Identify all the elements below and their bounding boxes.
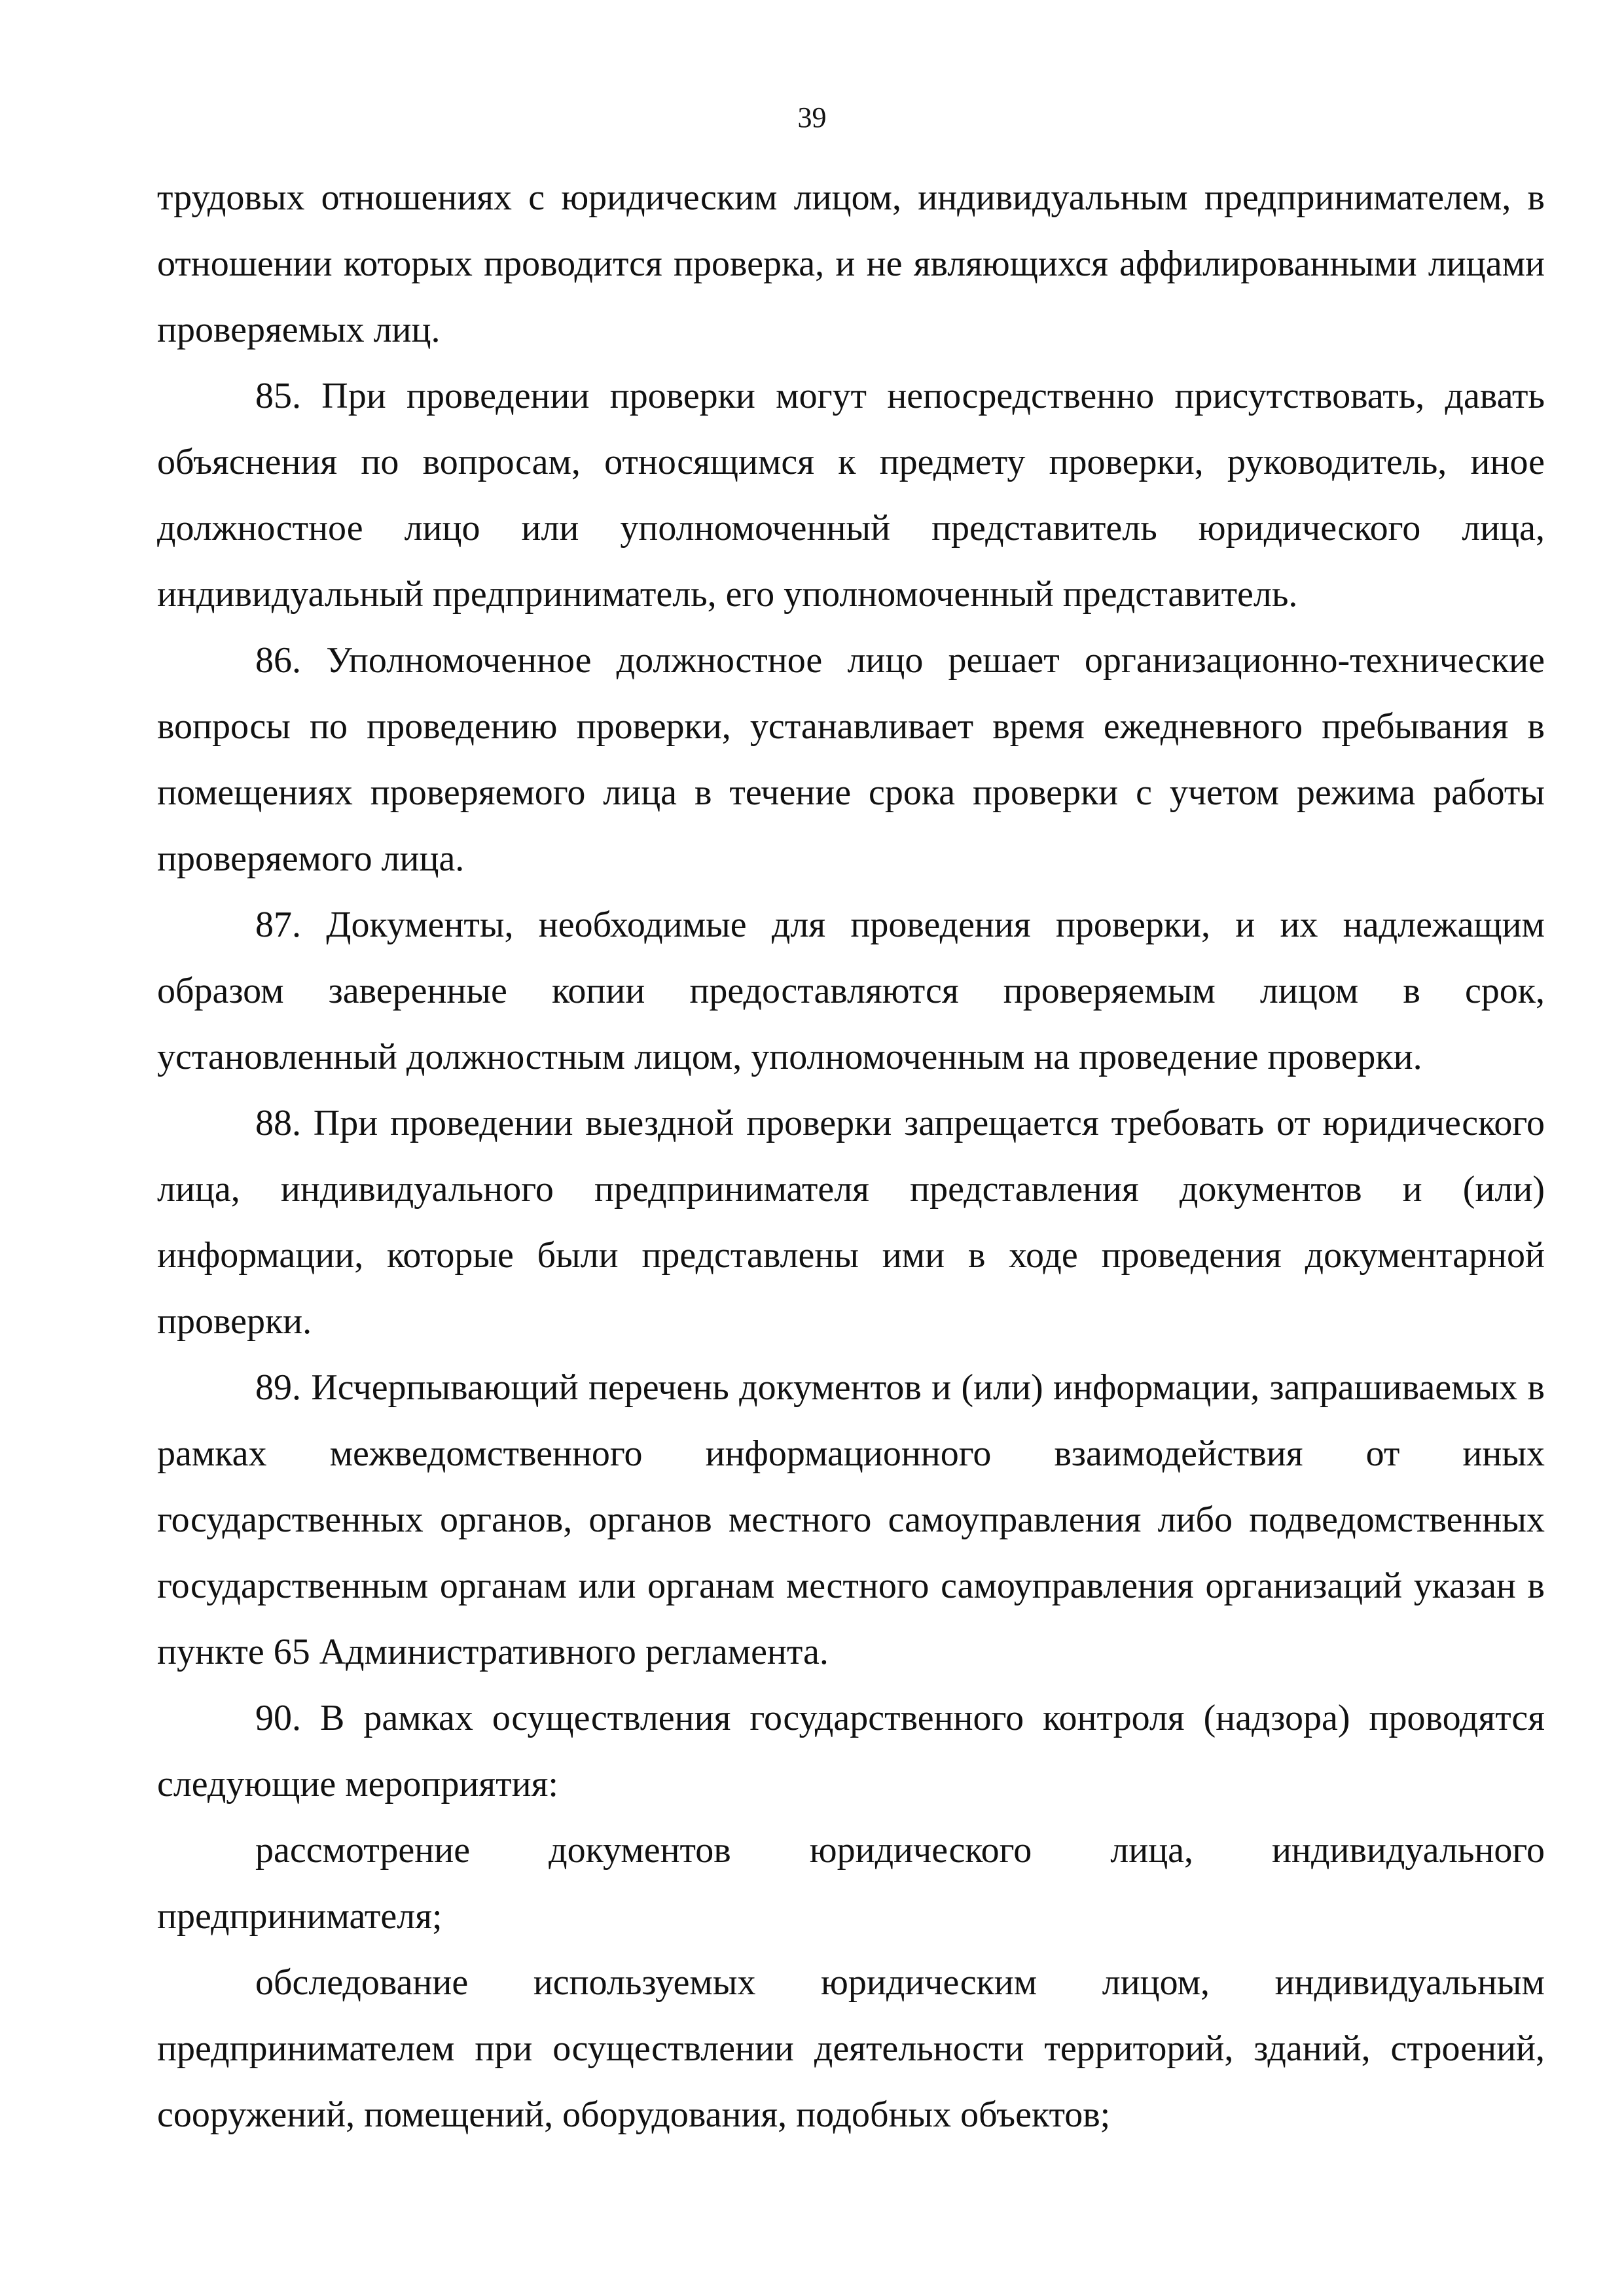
paragraph-89: 89. Исчерпывающий перечень документов и (или) информации, запрашиваемых в рамках межведомственного информационного взаимодействия от иных государственных органов, органов местного самоуправления либо подведомственных государственным органам или органам местного самоуправления организаций указан в пункте 65 Административного регламента. <box>157 1367 1545 1672</box>
paragraph-90-item-1: рассмотрение документов юридического лица, индивидуального предпринимателя; <box>157 1830 1545 1937</box>
document-body <box>157 165 1545 2148</box>
paragraph-90: 90. В рамках осуществления государственного контроля (надзора) проводятся следующие мероприятия: <box>157 1698 1545 1804</box>
paragraph-87: 87. Документы, необходимые для проведения проверки, и их надлежащим образом заверенные копии предоставляются проверяемым лицом в срок, установленный должностным лицом, уполномоченным на проведение проверки. <box>157 905 1545 1077</box>
paragraph-86: 86. Уполномоченное должностное лицо решает организационно-технические вопросы по проведению проверки, устанавливает время ежедневного пребывания в помещениях проверяемого лица в течение срока проверки с учетом режима работы проверяемого лица. <box>157 640 1545 879</box>
page-number: 39 <box>797 101 827 134</box>
paragraph-90-item-2: обследование используемых юридическим лицом, индивидуальным предпринимателем при осуществлении деятельности территорий, зданий, строений, сооружений, помещений, оборудования, подобных объектов; <box>157 1962 1545 2135</box>
paragraph-continuation: трудовых отношениях с юридическим лицом, индивидуальным предпринимателем, в отношении которых проводится проверка, и не являющихся аффилированными лицами проверяемых лиц. <box>157 177 1545 350</box>
paragraph-88: 88. При проведении выездной проверки запрещается требовать от юридического лица, индивидуального предпринимателя представления документов и (или) информации, которые были представлены ими в ходе проведения документарной проверки. <box>157 1103 1545 1342</box>
paragraph-85: 85. При проведении проверки могут непосредственно присутствовать, давать объяснения по вопросам, относящимся к предмету проверки, руководитель, иное должностное лицо или уполномоченный представитель юридического лица, индивидуальный предприниматель, его уполномоченный представитель. <box>157 376 1545 615</box>
